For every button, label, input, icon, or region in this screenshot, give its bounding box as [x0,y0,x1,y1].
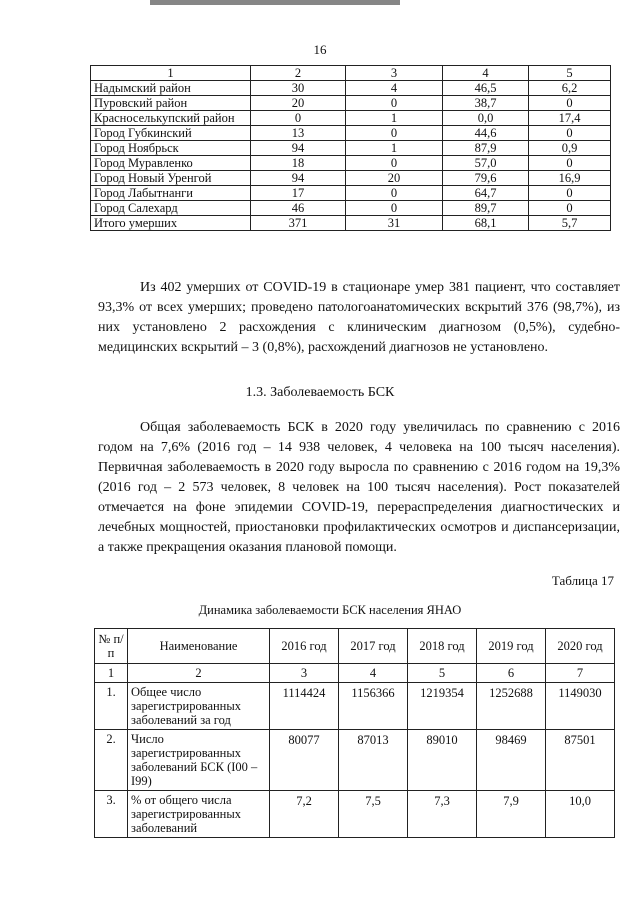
table-cell: 17,4 [529,111,611,126]
district-name: Город Салехард [91,201,251,216]
table-cell: 46 [251,201,346,216]
table-cell: 57,0 [443,156,529,171]
page-number: 16 [313,42,327,57]
table-cell: 13 [251,126,346,141]
table-header-cell: 2016 год [270,629,339,664]
table-cell: 4 [346,81,443,96]
table-cell: 0 [529,186,611,201]
table-cell: 6 [477,664,546,683]
row-number: 1. [95,683,128,730]
table-row [91,126,611,141]
table-row [95,791,615,838]
table-cell: 2 [128,664,270,683]
table-cell: 87013 [339,730,408,791]
table-header-row [91,66,611,81]
table-header-cell: 2019 год [477,629,546,664]
district-name: Город Губкинский [91,126,251,141]
table-cell: 0 [251,111,346,126]
table-cell: 20 [346,171,443,186]
scan-artifact [150,0,400,5]
table-cell: 89010 [408,730,477,791]
table-cell: 1149030 [546,683,615,730]
table-cell: 16,9 [529,171,611,186]
table-cell: 4 [339,664,408,683]
table-cell: 0 [529,156,611,171]
table-cell: 17 [251,186,346,201]
table-cell: 0,9 [529,141,611,156]
row-name: Общее число зарегистрированных заболеваний за год [128,683,270,730]
row-name: Число зарегистрированных заболеваний БСК (I00 – I99) [128,730,270,791]
table-cell: 30 [251,81,346,96]
table-cell: 79,6 [443,171,529,186]
table-cell: 0 [529,126,611,141]
row-number: 2. [95,730,128,791]
row-name: % от общего числа зарегистрированных заболеваний [128,791,270,838]
table-cell: 38,7 [443,96,529,111]
table-header-cell: 2020 год [546,629,615,664]
table-row [91,111,611,126]
table-cell: 6,2 [529,81,611,96]
table-cell: 3 [270,664,339,683]
table-cell: 68,1 [443,216,529,231]
table-header-cell: 3 [346,66,443,81]
table-cell: 1 [95,664,128,683]
table-header-row [95,629,615,664]
table-cell: 7 [546,664,615,683]
table-row [91,201,611,216]
table-cell: 1 [346,111,443,126]
district-name: Пуровский район [91,96,251,111]
table-header-cell: 2 [251,66,346,81]
table-index-row [95,664,615,683]
table-cell: 20 [251,96,346,111]
table-cell: 10,0 [546,791,615,838]
district-name: Город Новый Уренгой [91,171,251,186]
table-cell: 0,0 [443,111,529,126]
table-cell: 0 [346,156,443,171]
table-cell: 46,5 [443,81,529,96]
table-cell: 1252688 [477,683,546,730]
district-name: Надымский район [91,81,251,96]
bsk-dynamics-table [94,628,615,838]
table-row [91,81,611,96]
district-name: Город Муравленко [91,156,251,171]
section-heading: 1.3. Заболеваемость БСК [245,385,395,400]
table-cell: 89,7 [443,201,529,216]
body-paragraph: Общая заболеваемость БСК в 2020 году увеличилась по сравнению с 2016 годом на 7,6% (2016 год – 14 938 человек, 4 человека на 100 тысяч населения). Первичная заболеваемость в 2020 году выросла по сравнению с 2016 годом на 19,3% (2016 год – 2 573 человек, 8 человек на 100 тысяч населения). Рост показателей отмечается на фоне эпидемии COVID-19, перераспределения диагностических и лечебных мощностей, приостановки профилактических осмотров и диспансеризации, а также прекращения оказания плановой помощи. [98,420,620,555]
table-cell: 0 [529,201,611,216]
table-cell: 1156366 [339,683,408,730]
table-cell: 0 [346,96,443,111]
table-header-cell: 1 [91,66,251,81]
table-cell: 7,3 [408,791,477,838]
table-row [91,171,611,186]
table-label: Таблица 17 [551,573,614,588]
table-cell: 7,2 [270,791,339,838]
body-paragraph: Из 402 умерших от COVID-19 в стационаре умер 381 пациент, что составляет 93,3% от всех умерших; проведено патологоанатомических вскрытий 376 (98,7%), из них установлено 2 расхождения с клиническим диагнозом (0,5%), судебно-медицинских вскрытий – 3 (0,8%), расхождений диагнозов не установлено. [98,280,620,355]
table-header-cell: 4 [443,66,529,81]
table-cell: 31 [346,216,443,231]
total-row [91,216,611,231]
table-row [91,186,611,201]
table-cell: 0 [346,126,443,141]
table-cell: 98469 [477,730,546,791]
district-name: Красноселькупский район [91,111,251,126]
table-row [91,141,611,156]
table-cell: 64,7 [443,186,529,201]
table-cell: 94 [251,141,346,156]
table-cell: 1219354 [408,683,477,730]
table-cell: 0 [346,186,443,201]
table-header-cell: № п/п [95,629,128,664]
table-header-cell: 2017 год [339,629,408,664]
table-header-cell: 5 [529,66,611,81]
table-cell: 18 [251,156,346,171]
table-header-cell: Наименование [128,629,270,664]
table-header-cell: 2018 год [408,629,477,664]
table-cell: 371 [251,216,346,231]
district-name: Город Лабытнанги [91,186,251,201]
table-caption: Динамика заболеваемости БСК населения ЯНАО [198,603,462,617]
table-cell: 5 [408,664,477,683]
table-cell: 7,5 [339,791,408,838]
table-cell: 0 [529,96,611,111]
table-cell: 1 [346,141,443,156]
district-name: Город Ноябрьск [91,141,251,156]
table-cell: 80077 [270,730,339,791]
table-cell: 1114424 [270,683,339,730]
table-cell: 5,7 [529,216,611,231]
table-row [95,683,615,730]
table-cell: 44,6 [443,126,529,141]
mortality-table [90,65,611,231]
table-cell: 94 [251,171,346,186]
table-row [95,730,615,791]
table-cell: 87501 [546,730,615,791]
table-row [91,156,611,171]
table-cell: 7,9 [477,791,546,838]
row-number: 3. [95,791,128,838]
table-row [91,96,611,111]
table-cell: 87,9 [443,141,529,156]
district-name: Итого умерших [91,216,251,231]
table-cell: 0 [346,201,443,216]
